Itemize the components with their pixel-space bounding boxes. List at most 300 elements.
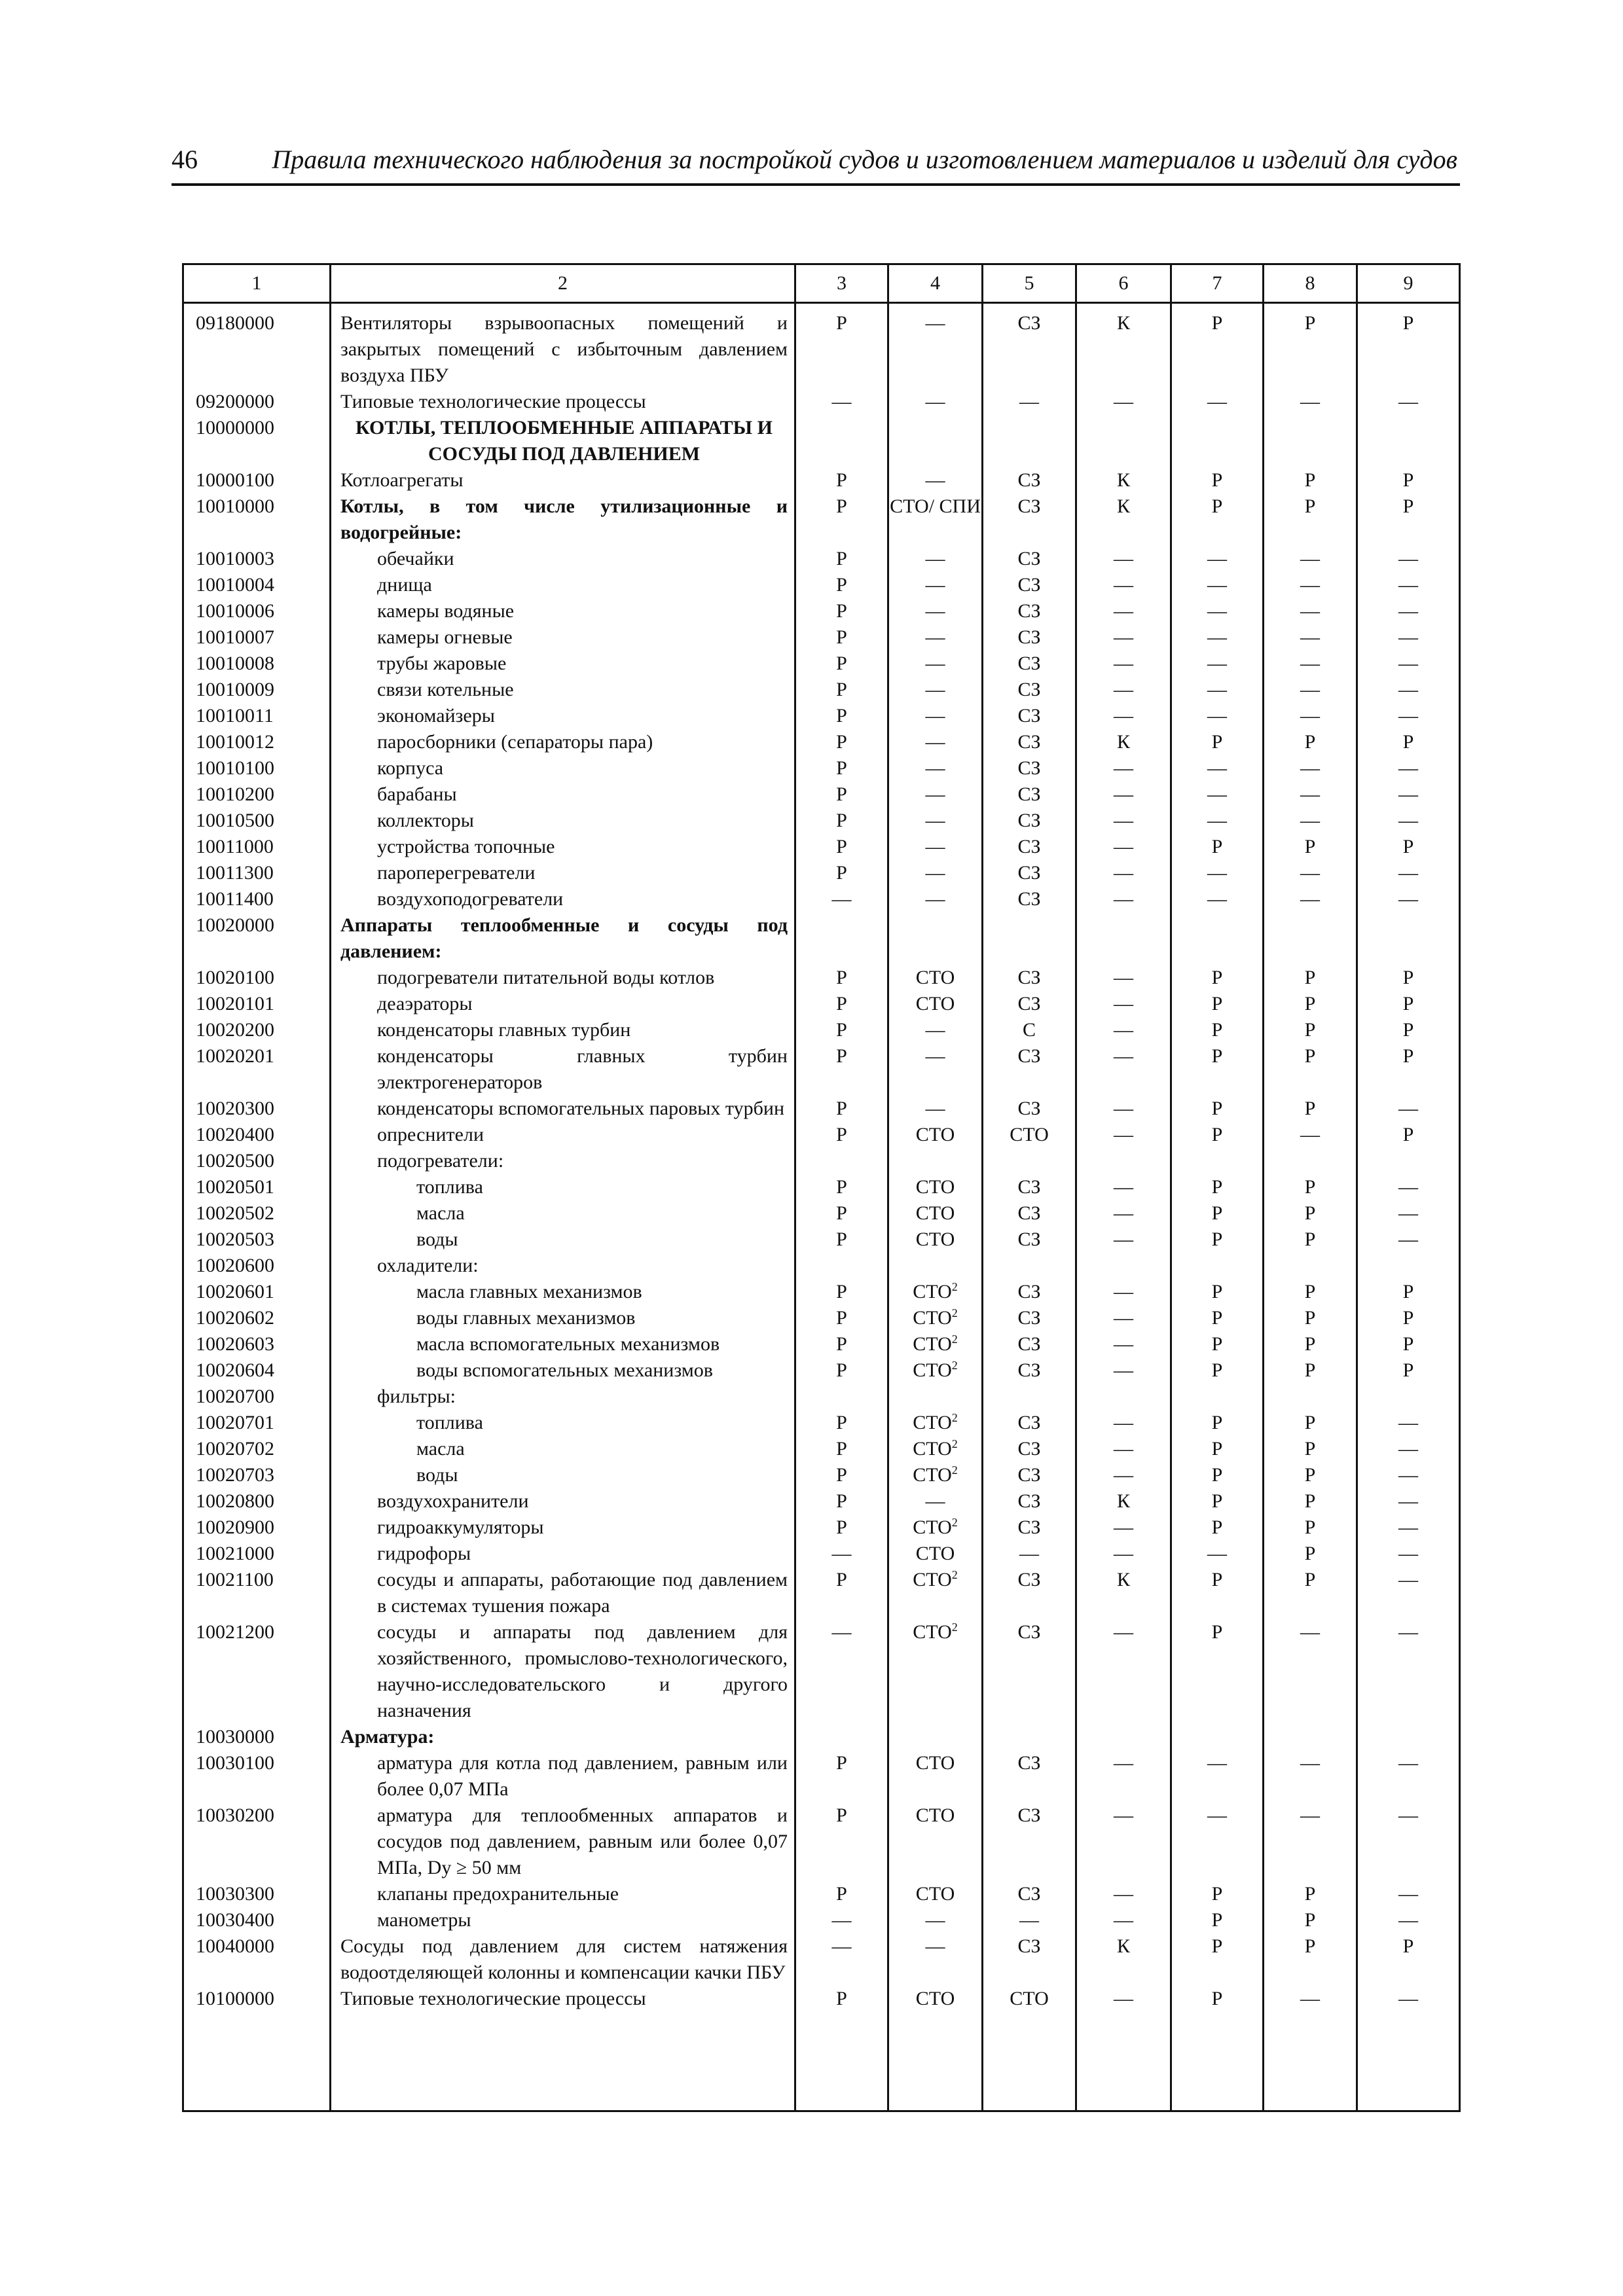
table-row xyxy=(183,1724,1460,1750)
cell-c9: — xyxy=(1357,886,1460,912)
cell-c5: СЗ xyxy=(983,1331,1076,1357)
cell-c5: СЗ xyxy=(983,1750,1076,1803)
table-row xyxy=(183,303,1460,389)
row-code: 10010008 xyxy=(183,651,331,677)
cell-c9: — xyxy=(1357,1986,1460,2111)
table-row xyxy=(183,1933,1460,1986)
cell-c6: — xyxy=(1076,1619,1171,1724)
column-header: 2 xyxy=(331,264,795,303)
cell-c7 xyxy=(1171,415,1264,467)
cell-c7: Р xyxy=(1171,1488,1264,1515)
cell-c7: — xyxy=(1171,598,1264,624)
table-row xyxy=(183,808,1460,834)
cell-c4: — xyxy=(888,624,983,651)
column-header: 6 xyxy=(1076,264,1171,303)
row-name: корпуса xyxy=(331,755,795,781)
cell-c7: Р xyxy=(1171,1462,1264,1488)
cell-c4: СТО/ СПИ xyxy=(888,493,983,546)
cell-c3: Р xyxy=(795,1174,888,1200)
row-code: 10020400 xyxy=(183,1122,331,1148)
cell-c8 xyxy=(1264,1253,1357,1279)
cell-c7: Р xyxy=(1171,1096,1264,1122)
cell-c4: СТО xyxy=(888,1803,983,1881)
cell-c7 xyxy=(1171,1724,1264,1750)
cell-c4: — xyxy=(888,729,983,755)
row-name: подогреватели питательной воды котлов xyxy=(331,965,795,991)
table-row xyxy=(183,546,1460,572)
cell-c6: — xyxy=(1076,1279,1171,1305)
cell-c8: Р xyxy=(1264,991,1357,1017)
cell-c8: — xyxy=(1264,651,1357,677)
cell-c4: СТО xyxy=(888,1200,983,1227)
footnote-mark: 2 xyxy=(951,1306,958,1319)
cell-c9: — xyxy=(1357,1488,1460,1515)
cell-c6: — xyxy=(1076,1331,1171,1357)
table-row xyxy=(183,886,1460,912)
cell-c7: — xyxy=(1171,808,1264,834)
table-row xyxy=(183,677,1460,703)
cell-c8: Р xyxy=(1264,1907,1357,1933)
row-code: 10020602 xyxy=(183,1305,331,1331)
cell-c3: Р xyxy=(795,1436,888,1462)
column-header: 9 xyxy=(1357,264,1460,303)
cell-c8: Р xyxy=(1264,1436,1357,1462)
table-row xyxy=(183,651,1460,677)
row-name: Сосуды под давлением для систем натяжения водоотделяющей колонны и компенсации качки ПБУ xyxy=(331,1933,795,1986)
cell-c8: Р xyxy=(1264,1227,1357,1253)
cell-c7: — xyxy=(1171,624,1264,651)
cell-c9: — xyxy=(1357,1803,1460,1881)
cell-c8: — xyxy=(1264,1803,1357,1881)
row-code: 10020500 xyxy=(183,1148,331,1174)
cell-c3: Р xyxy=(795,965,888,991)
table-row xyxy=(183,1122,1460,1148)
cell-c3: Р xyxy=(795,1227,888,1253)
cell-c8: — xyxy=(1264,808,1357,834)
cell-c4: СТО$^2$ xyxy=(888,1410,983,1436)
cell-c9: Р xyxy=(1357,1933,1460,1986)
cell-c5: СЗ xyxy=(983,303,1076,389)
cell-c6: — xyxy=(1076,1515,1171,1541)
cell-c7: — xyxy=(1171,389,1264,415)
cell-c9: — xyxy=(1357,703,1460,729)
cell-c6: — xyxy=(1076,677,1171,703)
table-row xyxy=(183,1881,1460,1907)
row-code: 10040000 xyxy=(183,1933,331,1986)
cell-c8: — xyxy=(1264,755,1357,781)
row-name: камеры огневые xyxy=(331,624,795,651)
cell-c6: — xyxy=(1076,1174,1171,1200)
row-name: связи котельные xyxy=(331,677,795,703)
cell-c8: Р xyxy=(1264,1462,1357,1488)
footnote-mark: 2 xyxy=(951,1411,958,1424)
row-code: 10020100 xyxy=(183,965,331,991)
cell-c6: — xyxy=(1076,1907,1171,1933)
table-row xyxy=(183,912,1460,965)
cell-c5: СЗ xyxy=(983,624,1076,651)
cell-c4: СТО xyxy=(888,1750,983,1803)
row-name: арматура для теплообменных аппаратов и сосудов под давлением, равным или более 0,07 МПа, Dу ≥ 50 мм xyxy=(331,1803,795,1881)
row-code: 10020702 xyxy=(183,1436,331,1462)
table-row xyxy=(183,991,1460,1017)
cell-c4: СТО xyxy=(888,991,983,1017)
cell-c8: — xyxy=(1264,677,1357,703)
table-row xyxy=(183,1253,1460,1279)
cell-c6: К xyxy=(1076,303,1171,389)
table-row xyxy=(183,1384,1460,1410)
cell-c3: Р xyxy=(795,991,888,1017)
cell-c4: — xyxy=(888,467,983,493)
table-row xyxy=(183,572,1460,598)
cell-c8: Р xyxy=(1264,1541,1357,1567)
table-body xyxy=(183,303,1460,2111)
cell-c5: СЗ xyxy=(983,703,1076,729)
row-name: топлива xyxy=(331,1174,795,1200)
cell-c6: — xyxy=(1076,1043,1171,1096)
cell-c9: — xyxy=(1357,1462,1460,1488)
table-row xyxy=(183,1907,1460,1933)
cell-c6: К xyxy=(1076,1488,1171,1515)
cell-c3 xyxy=(795,1253,888,1279)
row-code: 10000100 xyxy=(183,467,331,493)
row-name: сосуды и аппараты, работающие под давлением в системах тушения пожара xyxy=(331,1567,795,1619)
cell-c3: Р xyxy=(795,1357,888,1384)
cell-c3: Р xyxy=(795,1096,888,1122)
cell-c3: Р xyxy=(795,1462,888,1488)
table-row xyxy=(183,493,1460,546)
cell-c3: Р xyxy=(795,729,888,755)
cell-c4: СТО$^2$ xyxy=(888,1619,983,1724)
row-name: гидрофоры xyxy=(331,1541,795,1567)
cell-c6 xyxy=(1076,1253,1171,1279)
cell-c4: — xyxy=(888,1043,983,1096)
cell-c7: Р xyxy=(1171,1619,1264,1724)
cell-c9: — xyxy=(1357,1174,1460,1200)
cell-c8: Р xyxy=(1264,1881,1357,1907)
row-name: фильтры: xyxy=(331,1384,795,1410)
row-name: деаэраторы xyxy=(331,991,795,1017)
table-row xyxy=(183,1462,1460,1488)
cell-c9: Р xyxy=(1357,1122,1460,1148)
row-code: 10020101 xyxy=(183,991,331,1017)
cell-c8: Р xyxy=(1264,1933,1357,1986)
cell-c8 xyxy=(1264,1724,1357,1750)
cell-c6: — xyxy=(1076,1986,1171,2111)
cell-c5: — xyxy=(983,389,1076,415)
cell-c3 xyxy=(795,1724,888,1750)
cell-c8: Р xyxy=(1264,1096,1357,1122)
column-header: 1 xyxy=(183,264,331,303)
cell-c3: Р xyxy=(795,1515,888,1541)
cell-c6: — xyxy=(1076,991,1171,1017)
cell-c6: — xyxy=(1076,1410,1171,1436)
cell-c6: — xyxy=(1076,572,1171,598)
cell-c3: Р xyxy=(795,467,888,493)
cell-c6: — xyxy=(1076,860,1171,886)
cell-c5: СЗ xyxy=(983,1515,1076,1541)
row-name: конденсаторы вспомогательных паровых турбин xyxy=(331,1096,795,1122)
footnote-mark: 2 xyxy=(951,1621,958,1634)
cell-c3 xyxy=(795,1148,888,1174)
cell-c7: Р xyxy=(1171,729,1264,755)
cell-c7: Р xyxy=(1171,1331,1264,1357)
table-row xyxy=(183,624,1460,651)
cell-c8: Р xyxy=(1264,834,1357,860)
cell-c7: Р xyxy=(1171,965,1264,991)
cell-c7: Р xyxy=(1171,1410,1264,1436)
cell-c5: СЗ xyxy=(983,546,1076,572)
row-name: топлива xyxy=(331,1410,795,1436)
cell-c8: — xyxy=(1264,624,1357,651)
column-header: 8 xyxy=(1264,264,1357,303)
cell-c8: — xyxy=(1264,389,1357,415)
cell-c9: — xyxy=(1357,677,1460,703)
classification-table xyxy=(182,263,1461,2112)
cell-c9: — xyxy=(1357,1567,1460,1619)
cell-c4: СТО xyxy=(888,1174,983,1200)
cell-c7: Р xyxy=(1171,1567,1264,1619)
cell-c9 xyxy=(1357,912,1460,965)
cell-c5: СЗ xyxy=(983,493,1076,546)
cell-c4: СТО$^2$ xyxy=(888,1331,983,1357)
table-row xyxy=(183,389,1460,415)
cell-c3 xyxy=(795,912,888,965)
cell-c6: — xyxy=(1076,834,1171,860)
cell-c9: Р xyxy=(1357,493,1460,546)
cell-c6: К xyxy=(1076,729,1171,755)
page-header xyxy=(172,143,1460,186)
table-row xyxy=(183,1410,1460,1436)
cell-c5: СЗ xyxy=(983,1200,1076,1227)
cell-c5: СЗ xyxy=(983,1279,1076,1305)
row-code: 10020603 xyxy=(183,1331,331,1357)
cell-c4: — xyxy=(888,886,983,912)
cell-c6: — xyxy=(1076,651,1171,677)
cell-c3: — xyxy=(795,1933,888,1986)
cell-c9: Р xyxy=(1357,467,1460,493)
table-row xyxy=(183,1619,1460,1724)
cell-c9: — xyxy=(1357,1410,1460,1436)
cell-c9: Р xyxy=(1357,1331,1460,1357)
row-code: 10020800 xyxy=(183,1488,331,1515)
cell-c8: — xyxy=(1264,886,1357,912)
cell-c8: — xyxy=(1264,1986,1357,2111)
row-code: 10030200 xyxy=(183,1803,331,1881)
cell-c4: — xyxy=(888,781,983,808)
cell-c7: Р xyxy=(1171,493,1264,546)
row-code: 10010003 xyxy=(183,546,331,572)
cell-c4: СТО xyxy=(888,1541,983,1567)
cell-c5: СЗ xyxy=(983,1488,1076,1515)
cell-c5 xyxy=(983,912,1076,965)
cell-c6: — xyxy=(1076,1357,1171,1384)
cell-c8: Р xyxy=(1264,1043,1357,1096)
cell-c6: — xyxy=(1076,1750,1171,1803)
cell-c9: — xyxy=(1357,572,1460,598)
cell-c5: СЗ xyxy=(983,886,1076,912)
row-name: масла xyxy=(331,1200,795,1227)
cell-c5: СЗ xyxy=(983,1043,1076,1096)
cell-c7: Р xyxy=(1171,1305,1264,1331)
cell-c7: Р xyxy=(1171,1436,1264,1462)
cell-c9: Р xyxy=(1357,729,1460,755)
cell-c9: — xyxy=(1357,1096,1460,1122)
cell-c6 xyxy=(1076,1384,1171,1410)
row-name: барабаны xyxy=(331,781,795,808)
cell-c8: — xyxy=(1264,1122,1357,1148)
cell-c5 xyxy=(983,1384,1076,1410)
cell-c8: — xyxy=(1264,1750,1357,1803)
cell-c9: — xyxy=(1357,1227,1460,1253)
cell-c7: — xyxy=(1171,886,1264,912)
cell-c8 xyxy=(1264,1148,1357,1174)
cell-c9: Р xyxy=(1357,834,1460,860)
cell-c4: — xyxy=(888,1017,983,1043)
row-name: опреснители xyxy=(331,1122,795,1148)
footnote-mark: 2 xyxy=(951,1568,958,1581)
cell-c6: — xyxy=(1076,1122,1171,1148)
row-name: Арматура: xyxy=(331,1724,795,1750)
cell-c9: — xyxy=(1357,1881,1460,1907)
cell-c9: — xyxy=(1357,781,1460,808)
cell-c6: — xyxy=(1076,546,1171,572)
table-row xyxy=(183,1541,1460,1567)
cell-c4: — xyxy=(888,808,983,834)
cell-c3: Р xyxy=(795,1331,888,1357)
cell-c4: — xyxy=(888,651,983,677)
cell-c9 xyxy=(1357,415,1460,467)
table-row xyxy=(183,1043,1460,1096)
row-code: 10020503 xyxy=(183,1227,331,1253)
cell-c7: — xyxy=(1171,572,1264,598)
cell-c7: Р xyxy=(1171,1043,1264,1096)
cell-c9: — xyxy=(1357,860,1460,886)
running-title: Правила технического наблюдения за постройкой судов и изготовлением материалов и изделий для судов xyxy=(272,145,1457,174)
footnote-mark: 2 xyxy=(951,1463,958,1477)
cell-c4 xyxy=(888,415,983,467)
cell-c4: — xyxy=(888,598,983,624)
table-row xyxy=(183,1331,1460,1357)
cell-c4: — xyxy=(888,546,983,572)
cell-c3: Р xyxy=(795,1750,888,1803)
cell-c5: СЗ xyxy=(983,1227,1076,1253)
row-code: 10020000 xyxy=(183,912,331,965)
cell-c6: — xyxy=(1076,1017,1171,1043)
row-code: 10000000 xyxy=(183,415,331,467)
cell-c3: — xyxy=(795,1907,888,1933)
cell-c5: СЗ xyxy=(983,808,1076,834)
cell-c3: — xyxy=(795,1619,888,1724)
cell-c8: Р xyxy=(1264,1488,1357,1515)
cell-c4 xyxy=(888,1384,983,1410)
table-header-row xyxy=(183,264,1460,303)
cell-c9: — xyxy=(1357,624,1460,651)
cell-c7: — xyxy=(1171,755,1264,781)
row-code: 10020200 xyxy=(183,1017,331,1043)
cell-c5: — xyxy=(983,1541,1076,1567)
cell-c9 xyxy=(1357,1724,1460,1750)
cell-c9: — xyxy=(1357,598,1460,624)
row-code: 10020604 xyxy=(183,1357,331,1384)
cell-c4: — xyxy=(888,1907,983,1933)
cell-c7: Р xyxy=(1171,1122,1264,1148)
cell-c3: Р xyxy=(795,677,888,703)
cell-c3: Р xyxy=(795,598,888,624)
row-code: 10020700 xyxy=(183,1384,331,1410)
cell-c8: Р xyxy=(1264,1357,1357,1384)
row-code: 10011300 xyxy=(183,860,331,886)
cell-c8: Р xyxy=(1264,467,1357,493)
row-name: масла вспомогательных механизмов xyxy=(331,1331,795,1357)
cell-c4: СТО xyxy=(888,1986,983,2111)
cell-c3: Р xyxy=(795,1122,888,1148)
row-code: 10010007 xyxy=(183,624,331,651)
table-row xyxy=(183,1357,1460,1384)
row-name: Типовые технологические процессы xyxy=(331,1986,795,2111)
cell-c9: — xyxy=(1357,1541,1460,1567)
row-name: обечайки xyxy=(331,546,795,572)
row-code: 10020300 xyxy=(183,1096,331,1122)
cell-c4: — xyxy=(888,834,983,860)
row-code: 10030300 xyxy=(183,1881,331,1907)
cell-c3: Р xyxy=(795,493,888,546)
row-name: устройства топочные xyxy=(331,834,795,860)
table-row xyxy=(183,1200,1460,1227)
table-row xyxy=(183,834,1460,860)
cell-c5: СЗ xyxy=(983,860,1076,886)
table-row xyxy=(183,1017,1460,1043)
table-row xyxy=(183,1096,1460,1122)
cell-c3: Р xyxy=(795,808,888,834)
cell-c9: — xyxy=(1357,389,1460,415)
row-name: манометры xyxy=(331,1907,795,1933)
cell-c3: Р xyxy=(795,1881,888,1907)
cell-c8: — xyxy=(1264,546,1357,572)
cell-c6: — xyxy=(1076,1436,1171,1462)
row-code: 10010000 xyxy=(183,493,331,546)
cell-c8: Р xyxy=(1264,965,1357,991)
cell-c5: СЗ xyxy=(983,1567,1076,1619)
cell-c3: Р xyxy=(795,624,888,651)
row-name: воды главных механизмов xyxy=(331,1305,795,1331)
cell-c5: СЗ xyxy=(983,1410,1076,1436)
cell-c9: Р xyxy=(1357,1357,1460,1384)
row-code: 10010012 xyxy=(183,729,331,755)
row-name: сосуды и аппараты под давлением для хозяйственного, промыслово-технологического, научно-исследовательского и другого назначения xyxy=(331,1619,795,1724)
cell-c7 xyxy=(1171,912,1264,965)
row-code: 10020601 xyxy=(183,1279,331,1305)
cell-c6 xyxy=(1076,415,1171,467)
footnote-mark: 2 xyxy=(951,1516,958,1529)
cell-c7: Р xyxy=(1171,1227,1264,1253)
cell-c3: Р xyxy=(795,1567,888,1619)
cell-c5 xyxy=(983,1148,1076,1174)
cell-c4: — xyxy=(888,703,983,729)
row-name: масла xyxy=(331,1436,795,1462)
cell-c3: — xyxy=(795,886,888,912)
cell-c6: — xyxy=(1076,1227,1171,1253)
cell-c5: СЗ xyxy=(983,598,1076,624)
cell-c5: СЗ xyxy=(983,965,1076,991)
cell-c9: — xyxy=(1357,1436,1460,1462)
cell-c3: Р xyxy=(795,1017,888,1043)
cell-c9: — xyxy=(1357,755,1460,781)
row-code: 10010200 xyxy=(183,781,331,808)
row-name: Типовые технологические процессы xyxy=(331,389,795,415)
row-name: пароперегреватели xyxy=(331,860,795,886)
row-name: клапаны предохранительные xyxy=(331,1881,795,1907)
cell-c5: СЗ xyxy=(983,1619,1076,1724)
